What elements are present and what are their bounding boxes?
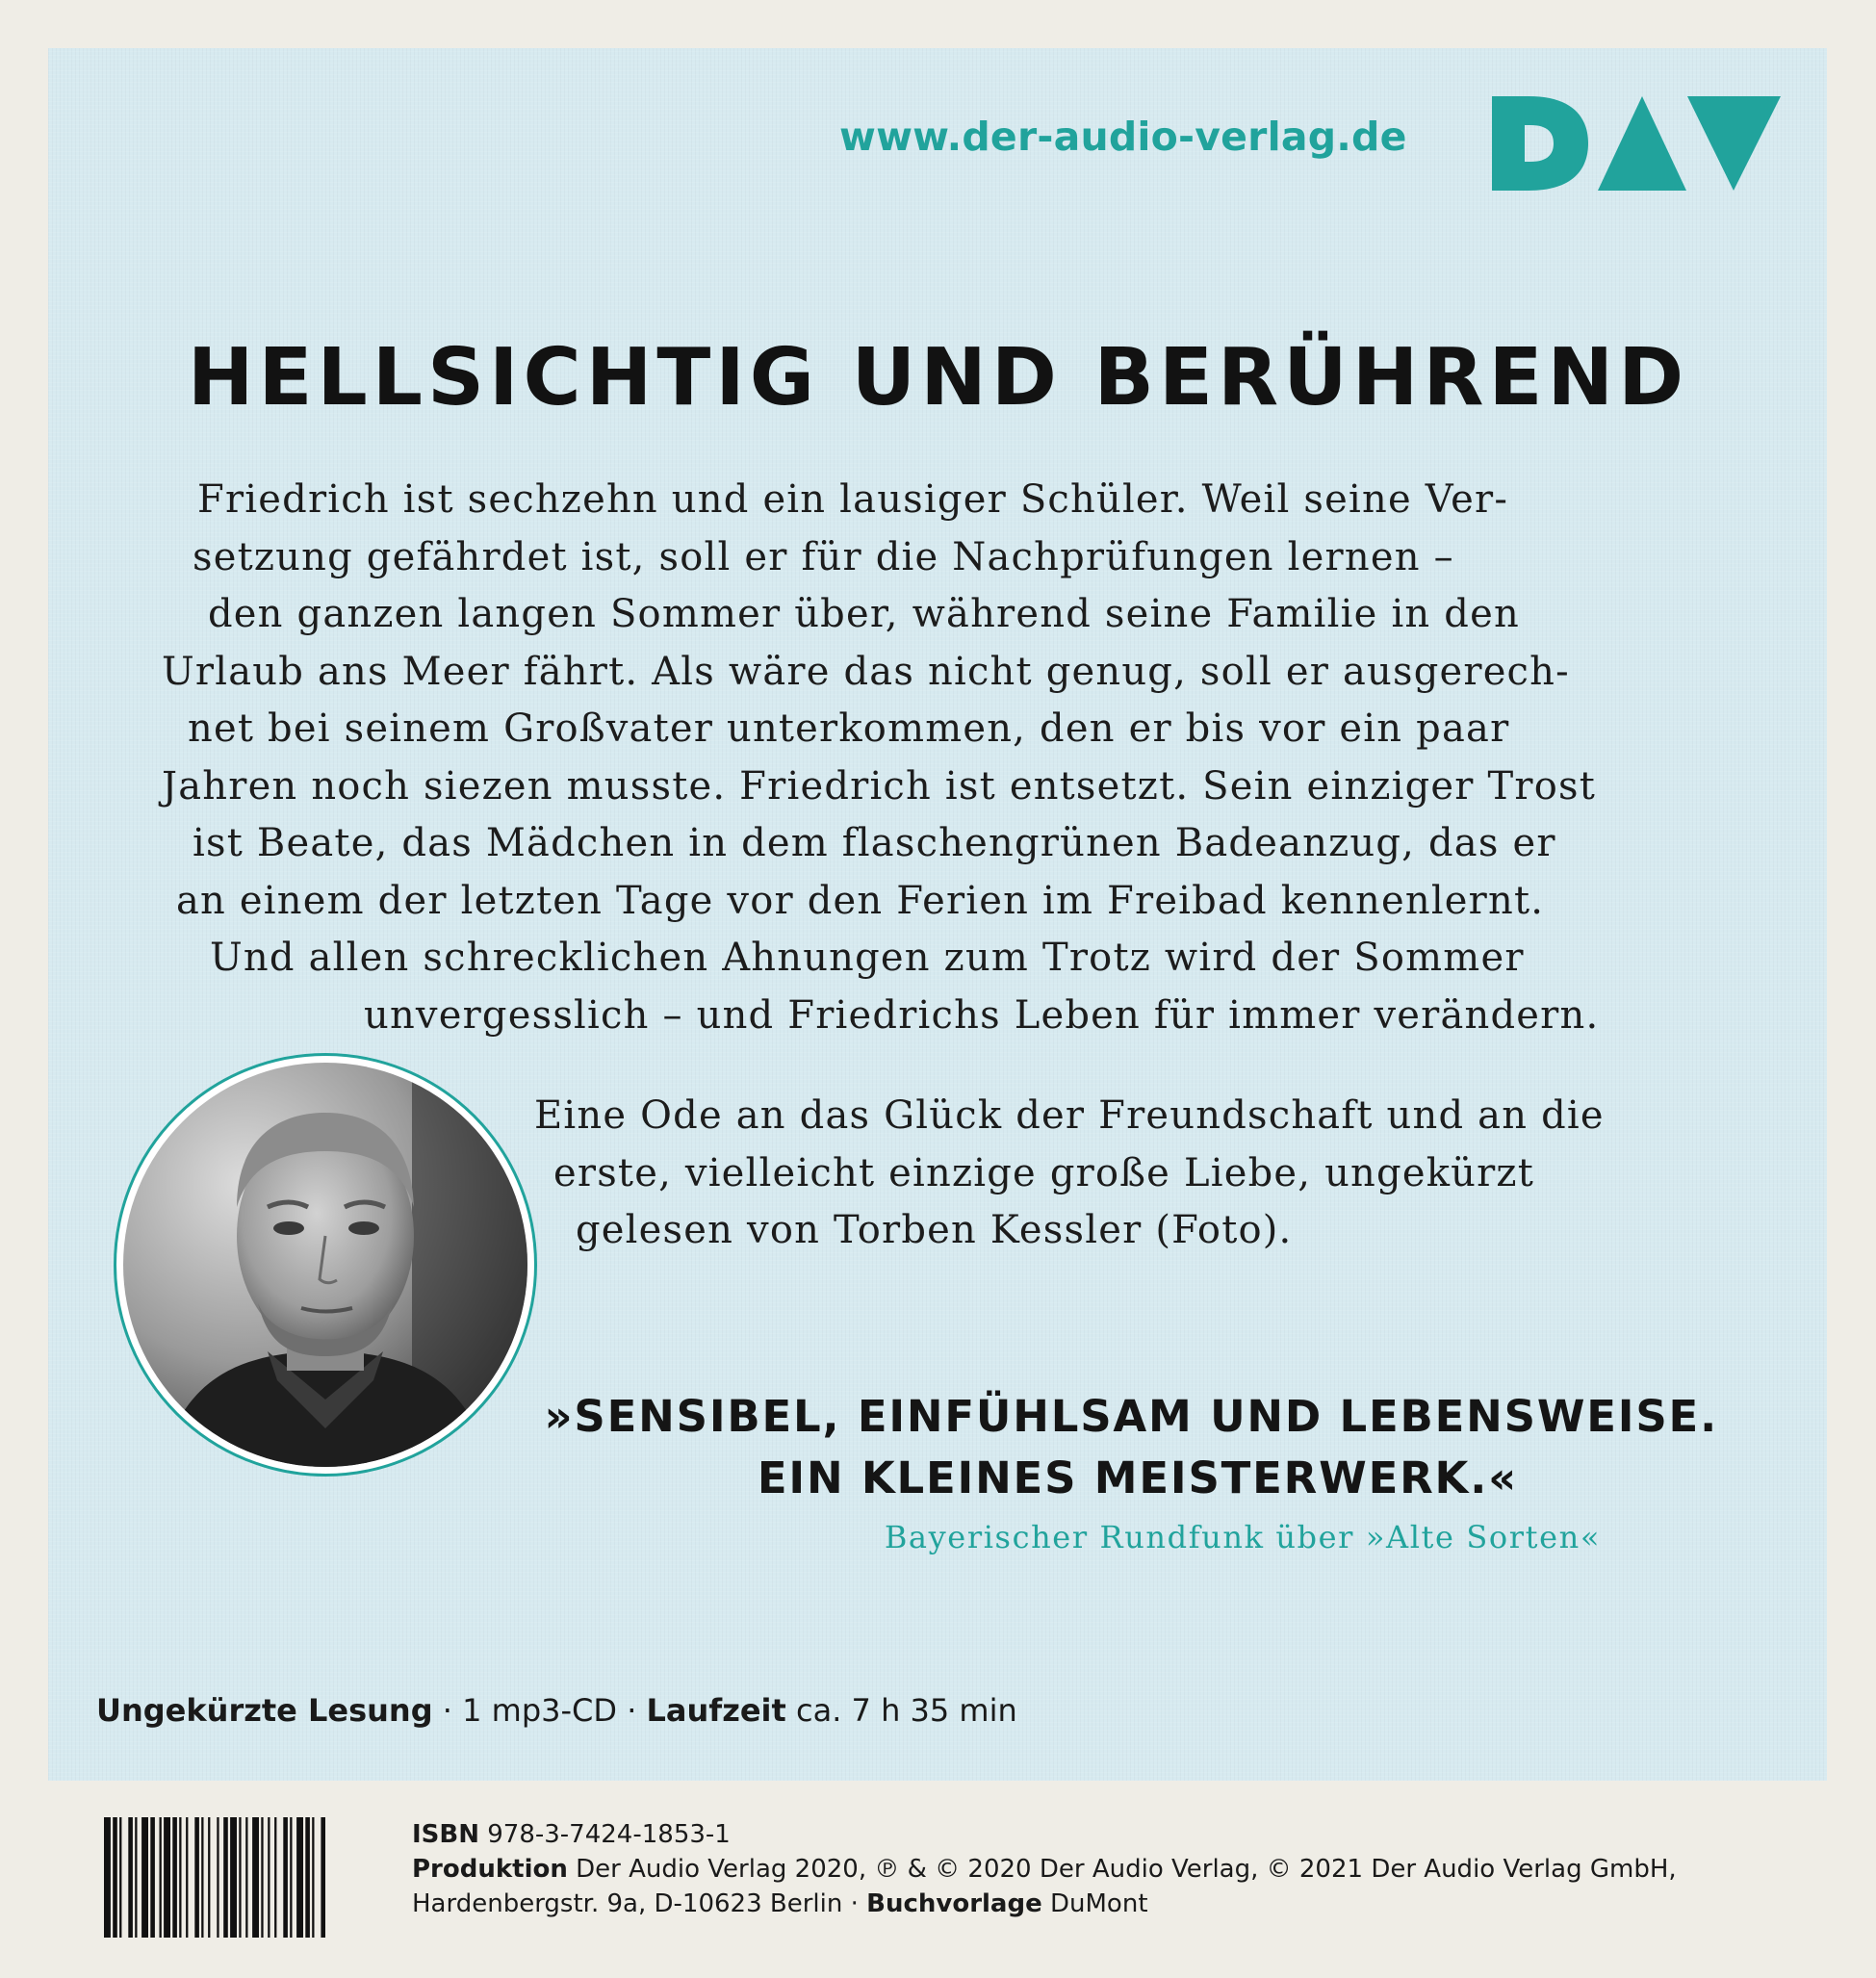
quote-source: Bayerischer Rundfunk über »Alte Sorten« xyxy=(884,1519,1601,1555)
barcode-bar xyxy=(296,1817,303,1938)
barcode-bar xyxy=(141,1817,148,1938)
meta-separator: · xyxy=(617,1692,647,1729)
synopsis-line: Friedrich ist sechzehn und ein lausiger Schüler. Weil seine Ver- xyxy=(197,477,1509,522)
barcode-bar xyxy=(245,1817,247,1938)
publisher-url[interactable]: www.der-audio-verlag.de xyxy=(839,114,1407,160)
barcode-bar xyxy=(135,1817,137,1938)
synopsis-line: setzung gefährdet ist, soll er für die Nachprüfungen lernen – xyxy=(193,534,1454,579)
synopsis-line: Urlaub ans Meer fährt. Als wäre das nicht genug, soll er ausgerech- xyxy=(162,649,1570,694)
barcode-bar xyxy=(268,1817,270,1938)
barcode-bar xyxy=(305,1817,310,1938)
synopsis-line: Und allen schrecklichen Ahnungen zum Trotz wird der Sommer xyxy=(210,936,1525,980)
barcode-bar xyxy=(186,1817,188,1938)
barcode-bar xyxy=(223,1817,228,1938)
ode-line: erste, vielleicht einzige große Liebe, ungekürzt xyxy=(553,1150,1534,1195)
barcode-bar xyxy=(160,1817,162,1938)
synopsis-line: an einem der letzten Tage vor den Ferien im Freibad kennenlernt. xyxy=(176,878,1545,923)
address-line xyxy=(412,1887,1856,1921)
logo-letter-d xyxy=(1492,96,1588,191)
barcode-bar xyxy=(261,1817,263,1938)
isbn-label: ISBN xyxy=(412,1820,479,1849)
format-label: Ungekürzte Lesung xyxy=(96,1692,433,1729)
barcode-bar xyxy=(128,1817,133,1938)
barcode-bar xyxy=(172,1817,177,1938)
barcode-bar xyxy=(312,1817,314,1938)
address: Hardenbergstr. 9a, D-10623 Berlin · xyxy=(412,1889,867,1918)
barcode-bar xyxy=(230,1817,237,1938)
barcode-bar xyxy=(113,1817,117,1938)
barcode-bar xyxy=(274,1817,276,1938)
book-source-label: Buchvorlage xyxy=(866,1889,1042,1918)
headline: HELLSICHTIG UND BERÜHREND xyxy=(187,332,1689,424)
barcode-bar xyxy=(201,1817,203,1938)
synopsis xyxy=(154,472,1733,1044)
barcode-bar xyxy=(252,1817,259,1938)
quote-line-1: »SENSIBEL, EINFÜHLSAM UND LEBENSWEISE. xyxy=(544,1391,1718,1442)
press-quote xyxy=(0,1386,1718,1509)
meta-separator: · xyxy=(432,1692,463,1729)
ode-text xyxy=(534,1088,1786,1260)
synopsis-line: ist Beate, das Mädchen in dem flaschengrünen Badeanzug, das er xyxy=(193,821,1556,865)
production-value: Der Audio Verlag 2020, ℗ & © 2020 Der Audio Verlag, © 2021 Der Audio Verlag GmbH, xyxy=(567,1855,1677,1884)
runtime-label: Laufzeit xyxy=(646,1692,786,1729)
barcode xyxy=(104,1817,393,1938)
quote-line-2: EIN KLEINES MEISTERWERK.« xyxy=(757,1452,1518,1503)
barcode-bar xyxy=(150,1817,155,1938)
medium: 1 mp3-CD xyxy=(462,1692,618,1729)
ode-line: Eine Ode an das Glück der Freundschaft und an die xyxy=(534,1093,1605,1138)
barcode-bar xyxy=(290,1817,292,1938)
synopsis-line: den ganzen langen Sommer über, während seine Familie in den xyxy=(208,592,1520,636)
synopsis-line: Jahren noch siezen musste. Friedrich ist entsetzt. Sein einziger Trost xyxy=(162,763,1597,809)
logo-letter-a xyxy=(1598,96,1686,191)
barcode-bar xyxy=(217,1817,218,1938)
dav-logo xyxy=(1492,96,1781,191)
barcode-bar xyxy=(179,1817,181,1938)
barcode-bar xyxy=(239,1817,241,1938)
book-source-value: DuMont xyxy=(1041,1889,1148,1918)
barcode-bar xyxy=(104,1817,111,1938)
barcode-bar xyxy=(283,1817,288,1938)
barcode-bar xyxy=(194,1817,199,1938)
logo-letter-v xyxy=(1687,96,1781,191)
production-label: Produktion xyxy=(412,1855,568,1884)
barcode-bar xyxy=(208,1817,210,1938)
product-meta xyxy=(96,1692,1155,1729)
isbn-value: 978-3-7424-1853-1 xyxy=(478,1820,731,1849)
isbn-line xyxy=(412,1817,1856,1852)
synopsis-line: unvergesslich – und Friedrichs Leben für immer verändern. xyxy=(364,992,1600,1038)
runtime-value: ca. 7 h 35 min xyxy=(785,1692,1017,1729)
production-line xyxy=(412,1852,1856,1887)
barcode-bar xyxy=(164,1817,170,1938)
ode-line: gelesen von Torben Kessler (Foto). xyxy=(576,1208,1293,1252)
barcode-bar xyxy=(321,1817,325,1938)
legal-info xyxy=(412,1817,1856,1921)
synopsis-line: net bei seinem Großvater unterkommen, den er bis vor ein paar xyxy=(188,706,1510,751)
barcode-bar xyxy=(119,1817,121,1938)
